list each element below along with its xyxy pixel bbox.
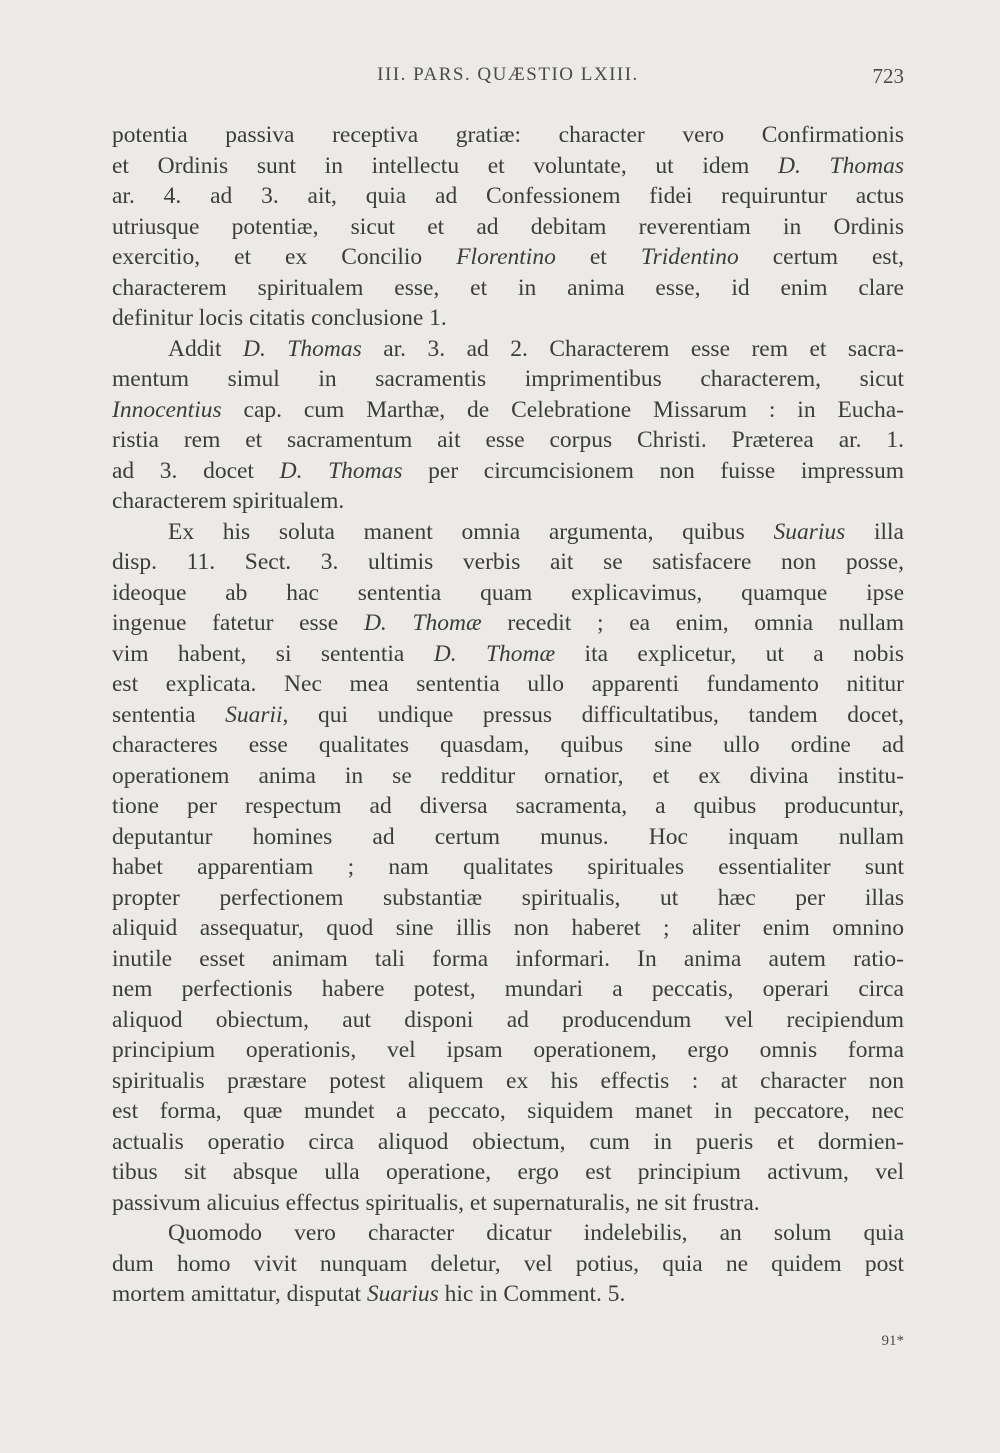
text-segment: aliquid assequatur, quod sine illis non haberet ; aliter enim omnino xyxy=(112,915,904,941)
text-line xyxy=(112,456,904,487)
text-segment: qui undique pressus difficultatibus, tandem docet, xyxy=(288,701,904,728)
text-segment: ar. 3. ad 2. Characterem esse rem et sacra- xyxy=(361,335,904,362)
text-segment: nem perfectionis habere potest, mundari a peccatis, operari circa xyxy=(112,976,904,1002)
text-line xyxy=(112,730,904,761)
text-line xyxy=(112,517,904,548)
signature-mark: 91* xyxy=(881,1333,904,1349)
italic-name: Suarii, xyxy=(225,701,289,728)
text-segment: ideoque ab hac sententia quam explicavimus, quamque ipse xyxy=(112,579,904,606)
text-segment: deputantur homines ad certum munus. Hoc inquam nullam xyxy=(112,823,904,850)
text-segment: characteres esse qualitates quasdam, quibus sine ullo ordine ad xyxy=(112,732,904,758)
text-segment: actualis operatio circa aliquod obiectum, cum in pueris et dormien- xyxy=(112,1128,904,1155)
text-line xyxy=(112,822,904,853)
text-segment: tibus sit absque ulla operatione, ergo est principium activum, vel xyxy=(112,1159,904,1185)
text-segment: Ex his soluta manent omnia argumenta, quibus xyxy=(168,518,774,545)
text-segment: spiritualis præstare potest aliquem ex his effectis : at character non xyxy=(112,1067,904,1094)
text-segment: Addit xyxy=(168,335,243,362)
text-line xyxy=(112,334,904,365)
text-segment: ad 3. docet xyxy=(112,457,280,484)
running-head-title: III. PARS. QUÆSTIO LXIII. xyxy=(377,64,639,85)
italic-name: D. Thomas xyxy=(778,152,904,179)
text-line xyxy=(112,669,904,700)
text-line xyxy=(112,974,904,1005)
text-line xyxy=(112,578,904,609)
text-segment: Quomodo vero character dicatur indelebilis, an solum quia xyxy=(168,1220,904,1246)
text-line xyxy=(112,425,904,456)
text-line xyxy=(112,547,904,578)
text-segment: ristia rem et sacramentum ait esse corpus Christi. Præterea ar. 1. xyxy=(112,427,904,453)
text-segment: ingenue fatetur esse xyxy=(112,610,364,636)
text-segment: exercitio, et ex Concilio xyxy=(112,244,457,270)
italic-name: Florentino xyxy=(456,244,556,270)
text-segment: dum homo vivit nunquam deletur, vel potius, quia ne quidem post xyxy=(112,1250,904,1277)
text-segment: ar. 4. ad 3. ait, quia ad Confessionem fidei requiruntur actus xyxy=(112,183,904,209)
text-segment: operationem anima in se redditur ornatior, et ex divina institu- xyxy=(112,762,904,789)
page-number: 723 xyxy=(872,64,904,88)
text-line xyxy=(112,1127,904,1158)
text-line xyxy=(112,700,904,731)
text-line xyxy=(112,364,904,395)
text-segment: disp. 11. Sect. 3. ultimis verbis ait se satisfacere non posse, xyxy=(112,549,904,575)
text-segment: mortem amittatur, disputat xyxy=(112,1281,367,1307)
text-line xyxy=(112,1249,904,1280)
text-line xyxy=(112,1218,904,1249)
text-segment: certum est, xyxy=(738,244,904,270)
text-segment: sententia xyxy=(112,701,226,728)
text-line xyxy=(112,395,904,426)
body-text xyxy=(112,120,904,1310)
text-segment: est explicata. Nec mea sententia ullo apparenti fundamento nititur xyxy=(112,671,904,697)
text-line xyxy=(112,120,904,151)
text-line xyxy=(112,913,904,944)
italic-name: Tridentino xyxy=(640,244,739,270)
running-head xyxy=(112,64,904,94)
italic-name: D. Thomas xyxy=(243,335,362,362)
text-line xyxy=(112,639,904,670)
text-line xyxy=(112,608,904,639)
text-segment: hic in Comment. 5. xyxy=(438,1281,626,1307)
text-segment: propter perfectionem substantiæ spiritualis, ut hæc per illas xyxy=(112,884,904,911)
text-line xyxy=(112,1035,904,1066)
text-segment: ita explicetur, ut a nobis xyxy=(555,640,905,667)
italic-name: Suarius xyxy=(366,1281,439,1307)
text-line xyxy=(112,1188,904,1219)
italic-name: D. Thomæ xyxy=(433,640,556,667)
text-segment: definitur locis citatis conclusione 1. xyxy=(112,305,447,331)
text-line xyxy=(112,151,904,182)
text-segment: inutile esset animam tali forma informari. In anima autem ratio- xyxy=(112,945,904,972)
text-line xyxy=(112,1157,904,1188)
text-line xyxy=(112,1096,904,1127)
text-segment: cap. cum Marthæ, de Celebratione Missarum : in Eucha- xyxy=(221,396,904,423)
text-segment: recedit ; ea enim, omnia nullam xyxy=(481,610,904,636)
text-segment: potentia passiva receptiva gratiæ: character vero Confirmationis xyxy=(112,122,904,148)
text-segment: est forma, quæ mundet a peccato, siquidem manet in peccatore, nec xyxy=(112,1098,904,1124)
italic-name: D. Thomæ xyxy=(363,610,482,636)
text-line xyxy=(112,1005,904,1036)
text-line xyxy=(112,883,904,914)
text-segment: et Ordinis sunt in intellectu et voluntate, ut idem xyxy=(112,152,779,179)
text-line xyxy=(112,1066,904,1097)
text-segment: characterem spiritualem esse, et in anima esse, id enim clare xyxy=(112,274,904,301)
text-segment: passivum alicuius effectus spiritualis, et supernaturalis, ne sit frustra. xyxy=(112,1189,760,1216)
text-segment: tione per respectum ad diversa sacramenta, a quibus producuntur, xyxy=(112,793,904,819)
italic-name: D. Thomas xyxy=(279,457,403,484)
text-line xyxy=(112,791,904,822)
italic-name: Suarius xyxy=(773,518,846,545)
text-segment: mentum simul in sacramentis imprimentibus characterem, sicut xyxy=(112,366,904,392)
text-line xyxy=(112,852,904,883)
text-segment: principium operationis, vel ipsam operationem, ergo omnis forma xyxy=(112,1037,904,1063)
text-segment: utriusque potentiæ, sicut et ad debitam reverentiam in Ordinis xyxy=(112,213,904,240)
text-segment: aliquod obiectum, aut disponi ad producendum vel recipiendum xyxy=(112,1006,904,1033)
text-line xyxy=(112,273,904,304)
text-line xyxy=(112,242,904,273)
text-segment: per circumcisionem non fuisse impressum xyxy=(402,457,904,484)
text-line xyxy=(112,303,904,334)
text-segment: habet apparentiam ; nam qualitates spirituales essentialiter sunt xyxy=(112,854,904,880)
text-line xyxy=(112,1279,904,1310)
text-line xyxy=(112,761,904,792)
text-segment: vim habent, si sententia xyxy=(112,640,434,667)
text-segment: characterem spiritualem. xyxy=(112,488,345,514)
text-segment: et xyxy=(555,244,641,270)
text-line xyxy=(112,181,904,212)
text-line xyxy=(112,944,904,975)
text-line xyxy=(112,486,904,517)
italic-name: Innocentius xyxy=(112,396,222,423)
text-line xyxy=(112,212,904,243)
text-segment: illa xyxy=(845,518,904,545)
